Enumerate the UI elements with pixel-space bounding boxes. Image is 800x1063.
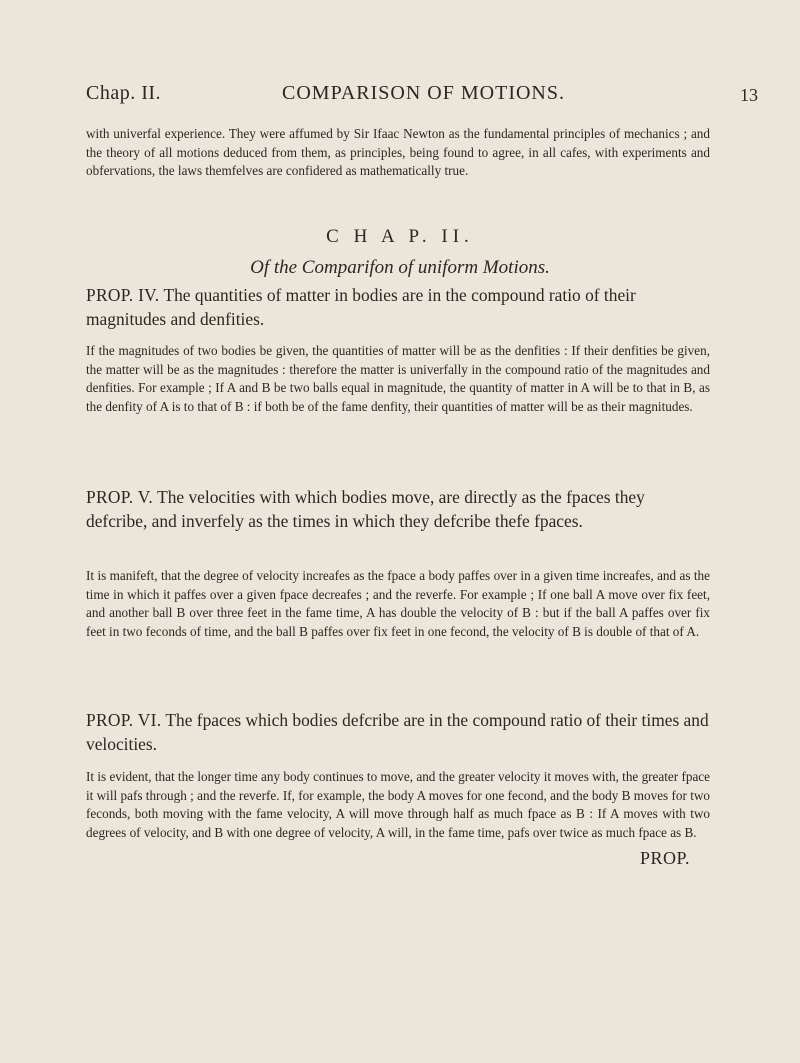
prop-6-label: PROP. VI. [86,710,162,730]
intro-paragraph-text: with univerfal experience. They were affumed by Sir Ifaac Newton as the fundamental principles of mechanics ; and the theory of all motions deduced from them, as principles, being found to agree, in all cafes, with experiments and obfervations, the laws themfelves are confidered as mathematically true. [86,126,710,179]
prop-6-body-text: It is evident, that the longer time any body continues to move, and the greater velocity it moves with, the greater fpace it will pafs through ; and the reverfe. If, for example, the body A moves for one fecond, and the body B moves for two feconds, both moving with the fame velocity, A will move through half as much fpace as B : If A moves with two degrees of velocity, and B with one degree of velocity, A will, in the fame time, pafs over twice as much fpace as B. [86,769,711,840]
prop-4-label: PROP. IV. [86,285,160,305]
running-head-chapter: Chap. II. [86,82,162,104]
prop-6-statement: The fpaces which bodies defcribe are in the compound ratio of their times and velocities. [86,710,709,754]
prop-5-body [86,567,710,641]
catchword: PROP. [640,848,691,868]
chapter-subtitle: Of the Comparifon of uniform Motions. [250,257,550,278]
prop-4-heading [86,284,710,331]
prop-5-statement: The velocities with which bodies move, are directly as the fpaces they defcribe, and inverfely as the times in which they defcribe thefe fpaces. [86,487,645,531]
prop-5-heading [86,486,710,533]
page-number: 13 [740,85,758,105]
prop-5-body-text: It is manifeft, that the degree of velocity increafes as the fpace a body paffes over in a given time increafes, and as the time in which it paffes over a given fpace decreafes ; and the reverfe. For example ; If one ball A move over fix feet, and another ball B over three feet in the fame time, A has double the velocity of B : but if the ball A paffes over fix feet in two feconds of time, and the ball B paffes over fix feet in one fecond, the velocity of B is double of that of A. [86,568,710,639]
prop-5-label: PROP. V. [86,487,154,507]
prop-4-body-text: If the magnitudes of two bodies be given, the quantities of matter will be as the denfities : If their denfities be given, the matter will be as the magnitudes : therefore the matter is univerfally in the compound ratio of the magnitudes and denfities. For example ; If A and B be two balls equal in magnitude, the quantity of matter in A will be to that in B, as the denfity of A is to that of B : if both be of the fame denfity, their quantities of matter will be as their magnitudes. [86,343,710,414]
running-head-title: COMPARISON OF MOTIONS. [282,82,565,104]
prop-4-body [86,342,710,416]
prop-4-statement: The quantities of matter in bodies are in the compound ratio of their magnitudes and denfities. [86,285,636,329]
chapter-heading: C H A P. II. [326,226,474,247]
running-head [86,82,758,108]
prop-6-body [86,768,710,842]
prop-6-heading [86,709,710,756]
intro-paragraph [86,125,710,181]
